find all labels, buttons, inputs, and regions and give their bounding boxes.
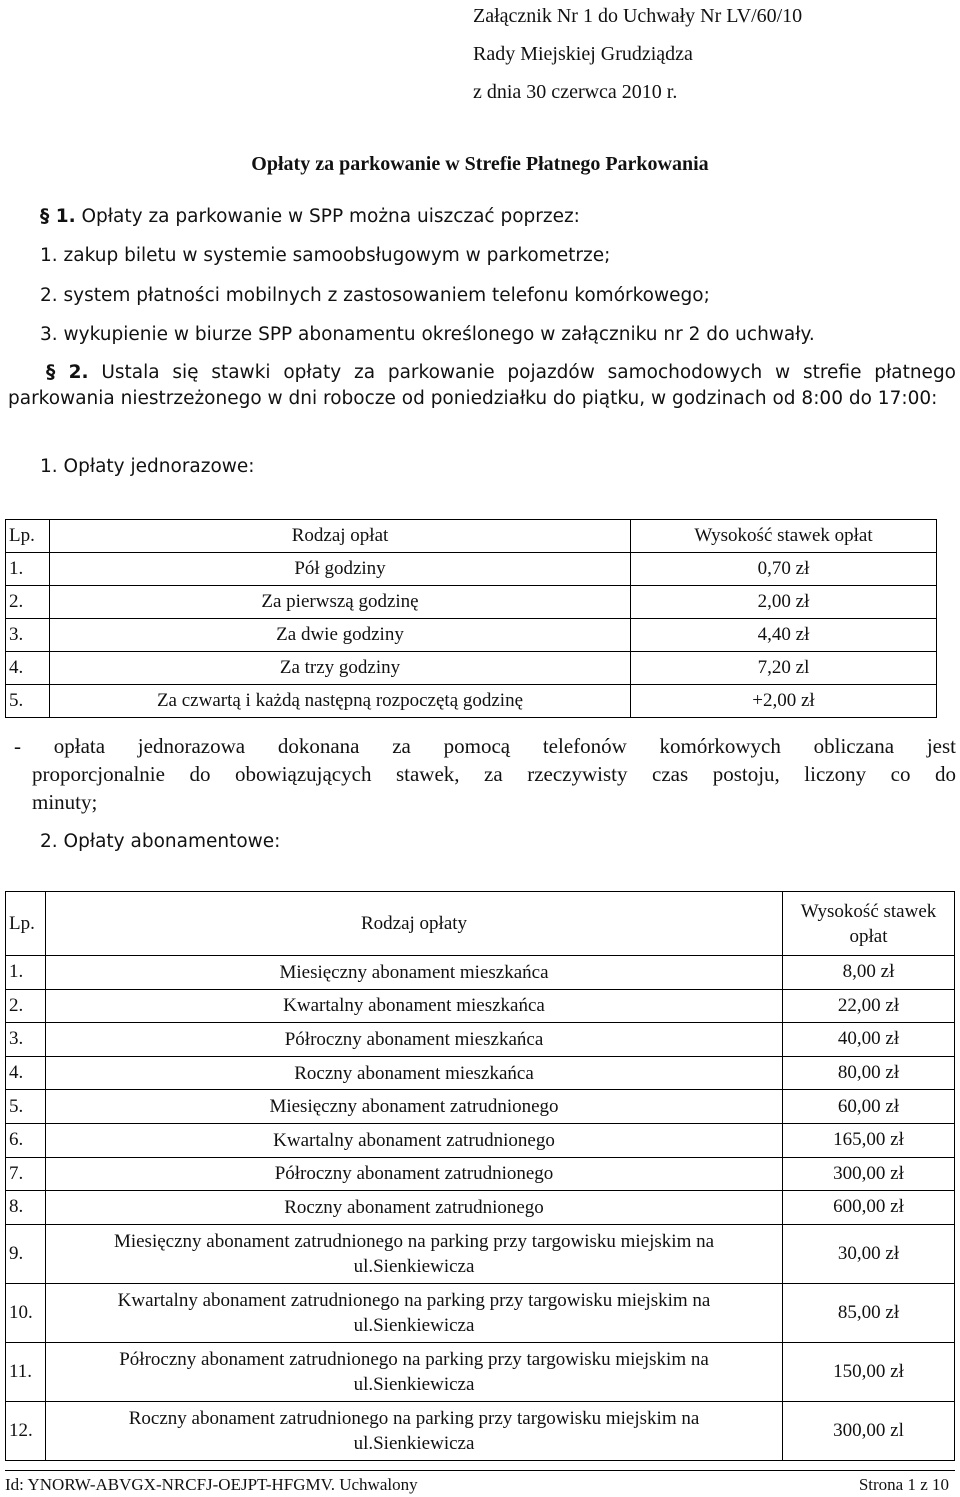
table-row xyxy=(6,619,937,652)
subscription-type-line1: Półroczny abonament zatrudnionego na parking przy targowisku miejskim na xyxy=(119,1348,709,1370)
row-number: 5. xyxy=(6,1090,46,1124)
subscription-type: Półroczny abonament mieszkańca xyxy=(46,1023,783,1057)
document-id: Id: YNORW-ABVGX-NRCFJ-OEJPT-HFGMV. Uchwalony xyxy=(5,1475,418,1494)
table-row xyxy=(6,652,937,685)
fee-type: Za czwartą i każdą następną rozpoczętą godzinę xyxy=(50,685,631,718)
subscription-type: Miesięczny abonament mieszkańca xyxy=(46,956,783,990)
column-header-type: Rodzaj opłaty xyxy=(46,892,783,956)
row-number: 6. xyxy=(6,1123,46,1157)
row-number: 4. xyxy=(6,652,50,685)
table-row xyxy=(6,989,955,1023)
row-number: 8. xyxy=(6,1191,46,1225)
row-number: 2. xyxy=(6,989,46,1023)
subscription-amount: 600,00 zł xyxy=(783,1191,955,1225)
subscription-amount: 22,00 zł xyxy=(783,989,955,1023)
attachment-header-line3: z dnia 30 czerwca 2010 r. xyxy=(473,81,678,103)
table-row xyxy=(6,553,937,586)
column-header-amount: Wysokość stawek opłat xyxy=(783,892,955,956)
document-title: Opłaty za parkowanie w Strefie Płatnego Parkowania xyxy=(251,153,709,175)
subscription-type-line2: ul.Sienkiewicza xyxy=(353,1432,475,1454)
fee-type: Pół godziny xyxy=(50,553,631,586)
column-header-lp: Lp. xyxy=(6,892,46,956)
fee-amount: 2,00 zł xyxy=(631,586,937,619)
table-header-row xyxy=(6,892,955,956)
subscription-type: Roczny abonament mieszkańca xyxy=(46,1056,783,1090)
fee-amount: 4,40 zł xyxy=(631,619,937,652)
table-header-row xyxy=(6,520,937,553)
one-time-fees-table xyxy=(5,519,937,718)
row-number: 3. xyxy=(6,619,50,652)
subscription-type: Półroczny abonament zatrudnionego xyxy=(46,1157,783,1191)
fee-amount: +2,00 zł xyxy=(631,685,937,718)
row-number: 11. xyxy=(6,1342,46,1401)
table-row xyxy=(6,1123,955,1157)
subscription-type: Kwartalny abonament zatrudnionego xyxy=(46,1123,783,1157)
attachment-header-line1: Załącznik Nr 1 do Uchwały Nr LV/60/10 xyxy=(473,5,803,27)
subscription-type xyxy=(46,1224,783,1283)
attachment-header-line2: Rady Miejskiej Grudziądza xyxy=(473,43,693,65)
subscription-fees-table xyxy=(5,891,955,1461)
section1-mark: § 1. xyxy=(40,206,76,227)
section1-intro xyxy=(40,205,580,229)
table-row xyxy=(6,586,937,619)
row-number: 1. xyxy=(6,553,50,586)
subscription-type-line1: Kwartalny abonament zatrudnionego na parking przy targowisku miejskim na xyxy=(117,1289,711,1311)
fee-amount: 7,20 zl xyxy=(631,652,937,685)
fee-type: Za trzy godziny xyxy=(50,652,631,685)
subscription-fees-heading: 2. Opłaty abonamentowe: xyxy=(40,831,281,852)
fee-amount: 0,70 zł xyxy=(631,553,937,586)
page-footer xyxy=(5,1470,955,1496)
section2-text-rest: parkowania niestrzeżonego w dni robocze od poniedziałku do piątku, w godzinach od 8:00 do 17:00: xyxy=(8,387,938,409)
row-number: 3. xyxy=(6,1023,46,1057)
subscription-amount: 165,00 zł xyxy=(783,1123,955,1157)
fee-type: Za pierwszą godzinę xyxy=(50,586,631,619)
subscription-type xyxy=(46,1401,783,1460)
subscription-type: Roczny abonament zatrudnionego xyxy=(46,1191,783,1225)
section1-intro-text: Opłaty za parkowanie w SPP można uiszczać poprzez: xyxy=(81,206,580,227)
row-number: 7. xyxy=(6,1157,46,1191)
subscription-type-line2: ul.Sienkiewicza xyxy=(353,1255,475,1277)
section2-first-line xyxy=(8,360,956,386)
row-number: 12. xyxy=(6,1401,46,1460)
table-row xyxy=(6,1224,955,1283)
subscription-type xyxy=(46,1342,783,1401)
subscription-type: Miesięczny abonament zatrudnionego xyxy=(46,1090,783,1124)
column-header-lp: Lp. xyxy=(6,520,50,553)
section1-item-1: 1. zakup biletu w systemie samoobsługowym w parkometrze; xyxy=(40,245,611,266)
section1-item-3: 3. wykupienie w biurze SPP abonamentu określonego w załączniku nr 2 do uchwały. xyxy=(40,324,815,345)
row-number: 5. xyxy=(6,685,50,718)
page-number: Strona 1 z 10 xyxy=(858,1475,949,1494)
note-line2: proporcjonalnie do obowiązujących stawek, za rzeczywisty czas postoju, liczony co do xyxy=(32,762,956,786)
subscription-amount: 30,00 zł xyxy=(783,1224,955,1283)
table-row xyxy=(6,1401,955,1460)
row-number: 2. xyxy=(6,586,50,619)
subscription-type-line2: ul.Sienkiewicza xyxy=(353,1314,475,1336)
subscription-amount: 80,00 zł xyxy=(783,1056,955,1090)
table-row xyxy=(6,1090,955,1124)
table-row xyxy=(6,1283,955,1342)
subscription-type-line1: Roczny abonament zatrudnionego na parking przy targowisku miejskim na xyxy=(128,1407,700,1429)
table-row xyxy=(6,1191,955,1225)
row-number: 1. xyxy=(6,956,46,990)
subscription-amount: 85,00 zł xyxy=(783,1283,955,1342)
subscription-type: Kwartalny abonament mieszkańca xyxy=(46,989,783,1023)
table-row xyxy=(6,956,955,990)
note-line3: minuty; xyxy=(32,790,98,814)
section2-paragraph xyxy=(8,360,956,411)
subscription-amount: 60,00 zł xyxy=(783,1090,955,1124)
section2-text-first: Ustala się stawki opłaty za parkowanie pojazdów samochodowych w strefie płatnego xyxy=(101,362,957,383)
table-row xyxy=(6,1342,955,1401)
table-row xyxy=(6,1157,955,1191)
table-row xyxy=(6,1023,955,1057)
subscription-amount: 8,00 zł xyxy=(783,956,955,990)
subscription-amount: 300,00 zl xyxy=(783,1401,955,1460)
column-header-amount: Wysokość stawek opłat xyxy=(631,520,937,553)
subscription-amount: 150,00 zł xyxy=(783,1342,955,1401)
row-number: 9. xyxy=(6,1224,46,1283)
section2-mark: § 2. xyxy=(46,362,89,383)
note-line1: - opłata jednorazowa dokonana za pomocą telefonów komórkowych obliczana jest xyxy=(14,734,956,758)
subscription-type-line1: Miesięczny abonament zatrudnionego na parking przy targowisku miejskim na xyxy=(113,1230,715,1252)
subscription-type-line2: ul.Sienkiewicza xyxy=(353,1373,475,1395)
mobile-payment-note xyxy=(14,732,956,816)
subscription-amount: 300,00 zł xyxy=(783,1157,955,1191)
row-number: 4. xyxy=(6,1056,46,1090)
table-row xyxy=(6,1056,955,1090)
section1-item-2: 2. system płatności mobilnych z zastosowaniem telefonu komórkowego; xyxy=(40,285,710,306)
fee-type: Za dwie godziny xyxy=(50,619,631,652)
subscription-amount: 40,00 zł xyxy=(783,1023,955,1057)
column-header-type: Rodzaj opłat xyxy=(50,520,631,553)
row-number: 10. xyxy=(6,1283,46,1342)
table-row xyxy=(6,685,937,718)
subscription-type xyxy=(46,1283,783,1342)
one-time-fees-heading: 1. Opłaty jednorazowe: xyxy=(40,456,255,477)
